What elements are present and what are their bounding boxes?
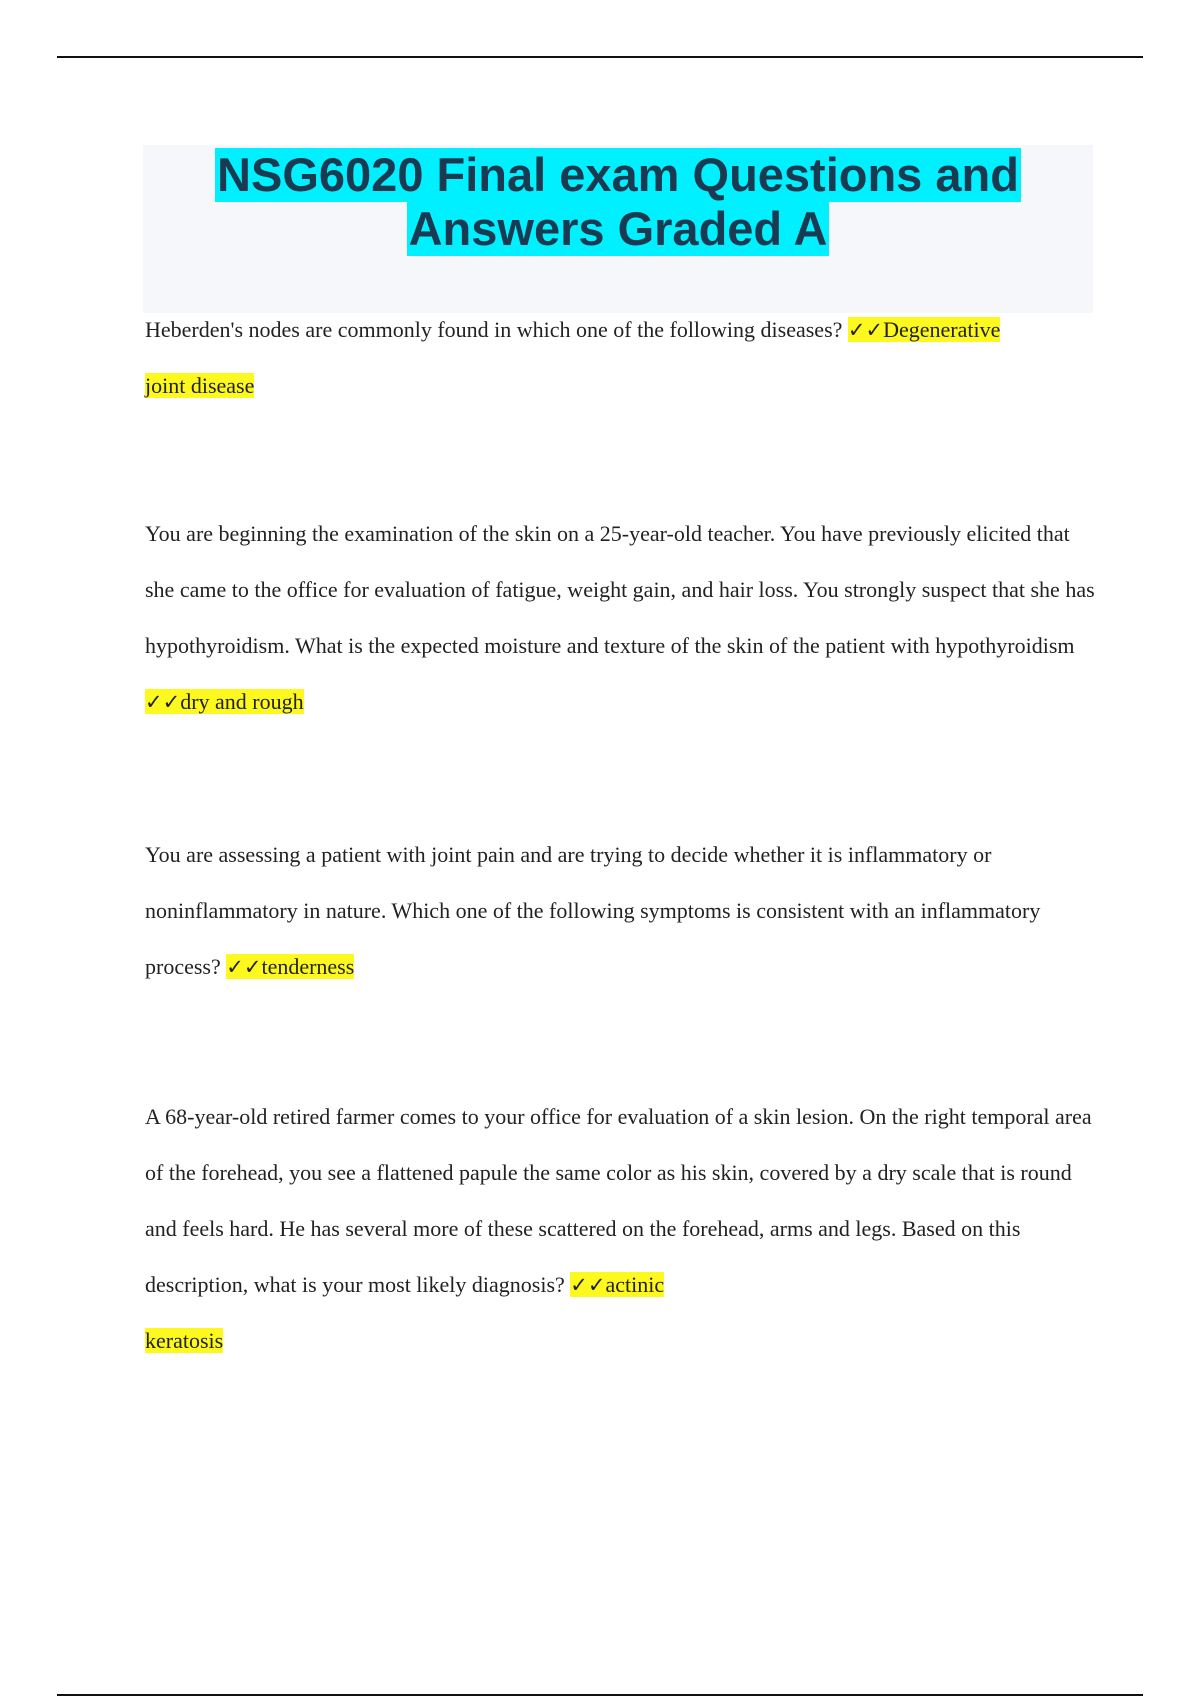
check-icon: ✓✓ [145, 690, 181, 714]
qa-item-3 [145, 827, 1095, 995]
question-text: You are assessing a patient with joint pain and are trying to decide whether it is inflammatory or noninflammatory in nature. Which one of the following symptoms is consistent with an inflammatory process? [145, 842, 1041, 979]
question-text: You are beginning the examination of the skin on a 25-year-old teacher. You have previously elicited that she came to the office for evaluation of fatigue, weight gain, and hair loss. You strongly suspect that she has hypothyroidism. What is the expected moisture and texture of the skin of the patient with hypothyroidism [145, 521, 1095, 658]
check-icon: ✓✓ [847, 318, 884, 342]
answer-text: actinic [605, 1272, 665, 1297]
top-rule [57, 56, 1143, 58]
title-banner [143, 145, 1093, 313]
check-icon: ✓✓ [570, 1273, 606, 1297]
answer-highlight-cont: joint disease [145, 373, 255, 398]
answer-highlight-cont: keratosis [145, 1328, 224, 1353]
qa-item-4 [145, 1089, 1095, 1369]
answer-highlight [226, 954, 354, 979]
check-icon: ✓✓ [226, 955, 262, 979]
qa-item-2 [145, 506, 1095, 730]
answer-highlight [145, 689, 304, 714]
answer-text: tenderness [261, 954, 355, 979]
document-title-line-1: NSG6020 Final exam Questions and [217, 148, 1019, 201]
answer-highlight [848, 317, 1000, 342]
question-text: Heberden's nodes are commonly found in which one of the following diseases? [145, 317, 848, 342]
document-title-line-2: Answers Graded A [408, 202, 828, 255]
bottom-rule [57, 1694, 1143, 1696]
question-text: A 68-year-old retired farmer comes to your office for evaluation of a skin lesion. On the right temporal area of the forehead, you see a flattened papule the same color as his skin, covered by a dry scale that is round and feels hard. He has several more of these scattered on the forehead, arms and legs. Based on this description, what is your most likely diagnosis? [145, 1104, 1092, 1297]
answer-text: dry and rough [180, 689, 304, 714]
answer-text: Degenerative [883, 317, 1001, 342]
qa-item-1 [145, 302, 1095, 414]
answer-highlight [570, 1272, 664, 1297]
